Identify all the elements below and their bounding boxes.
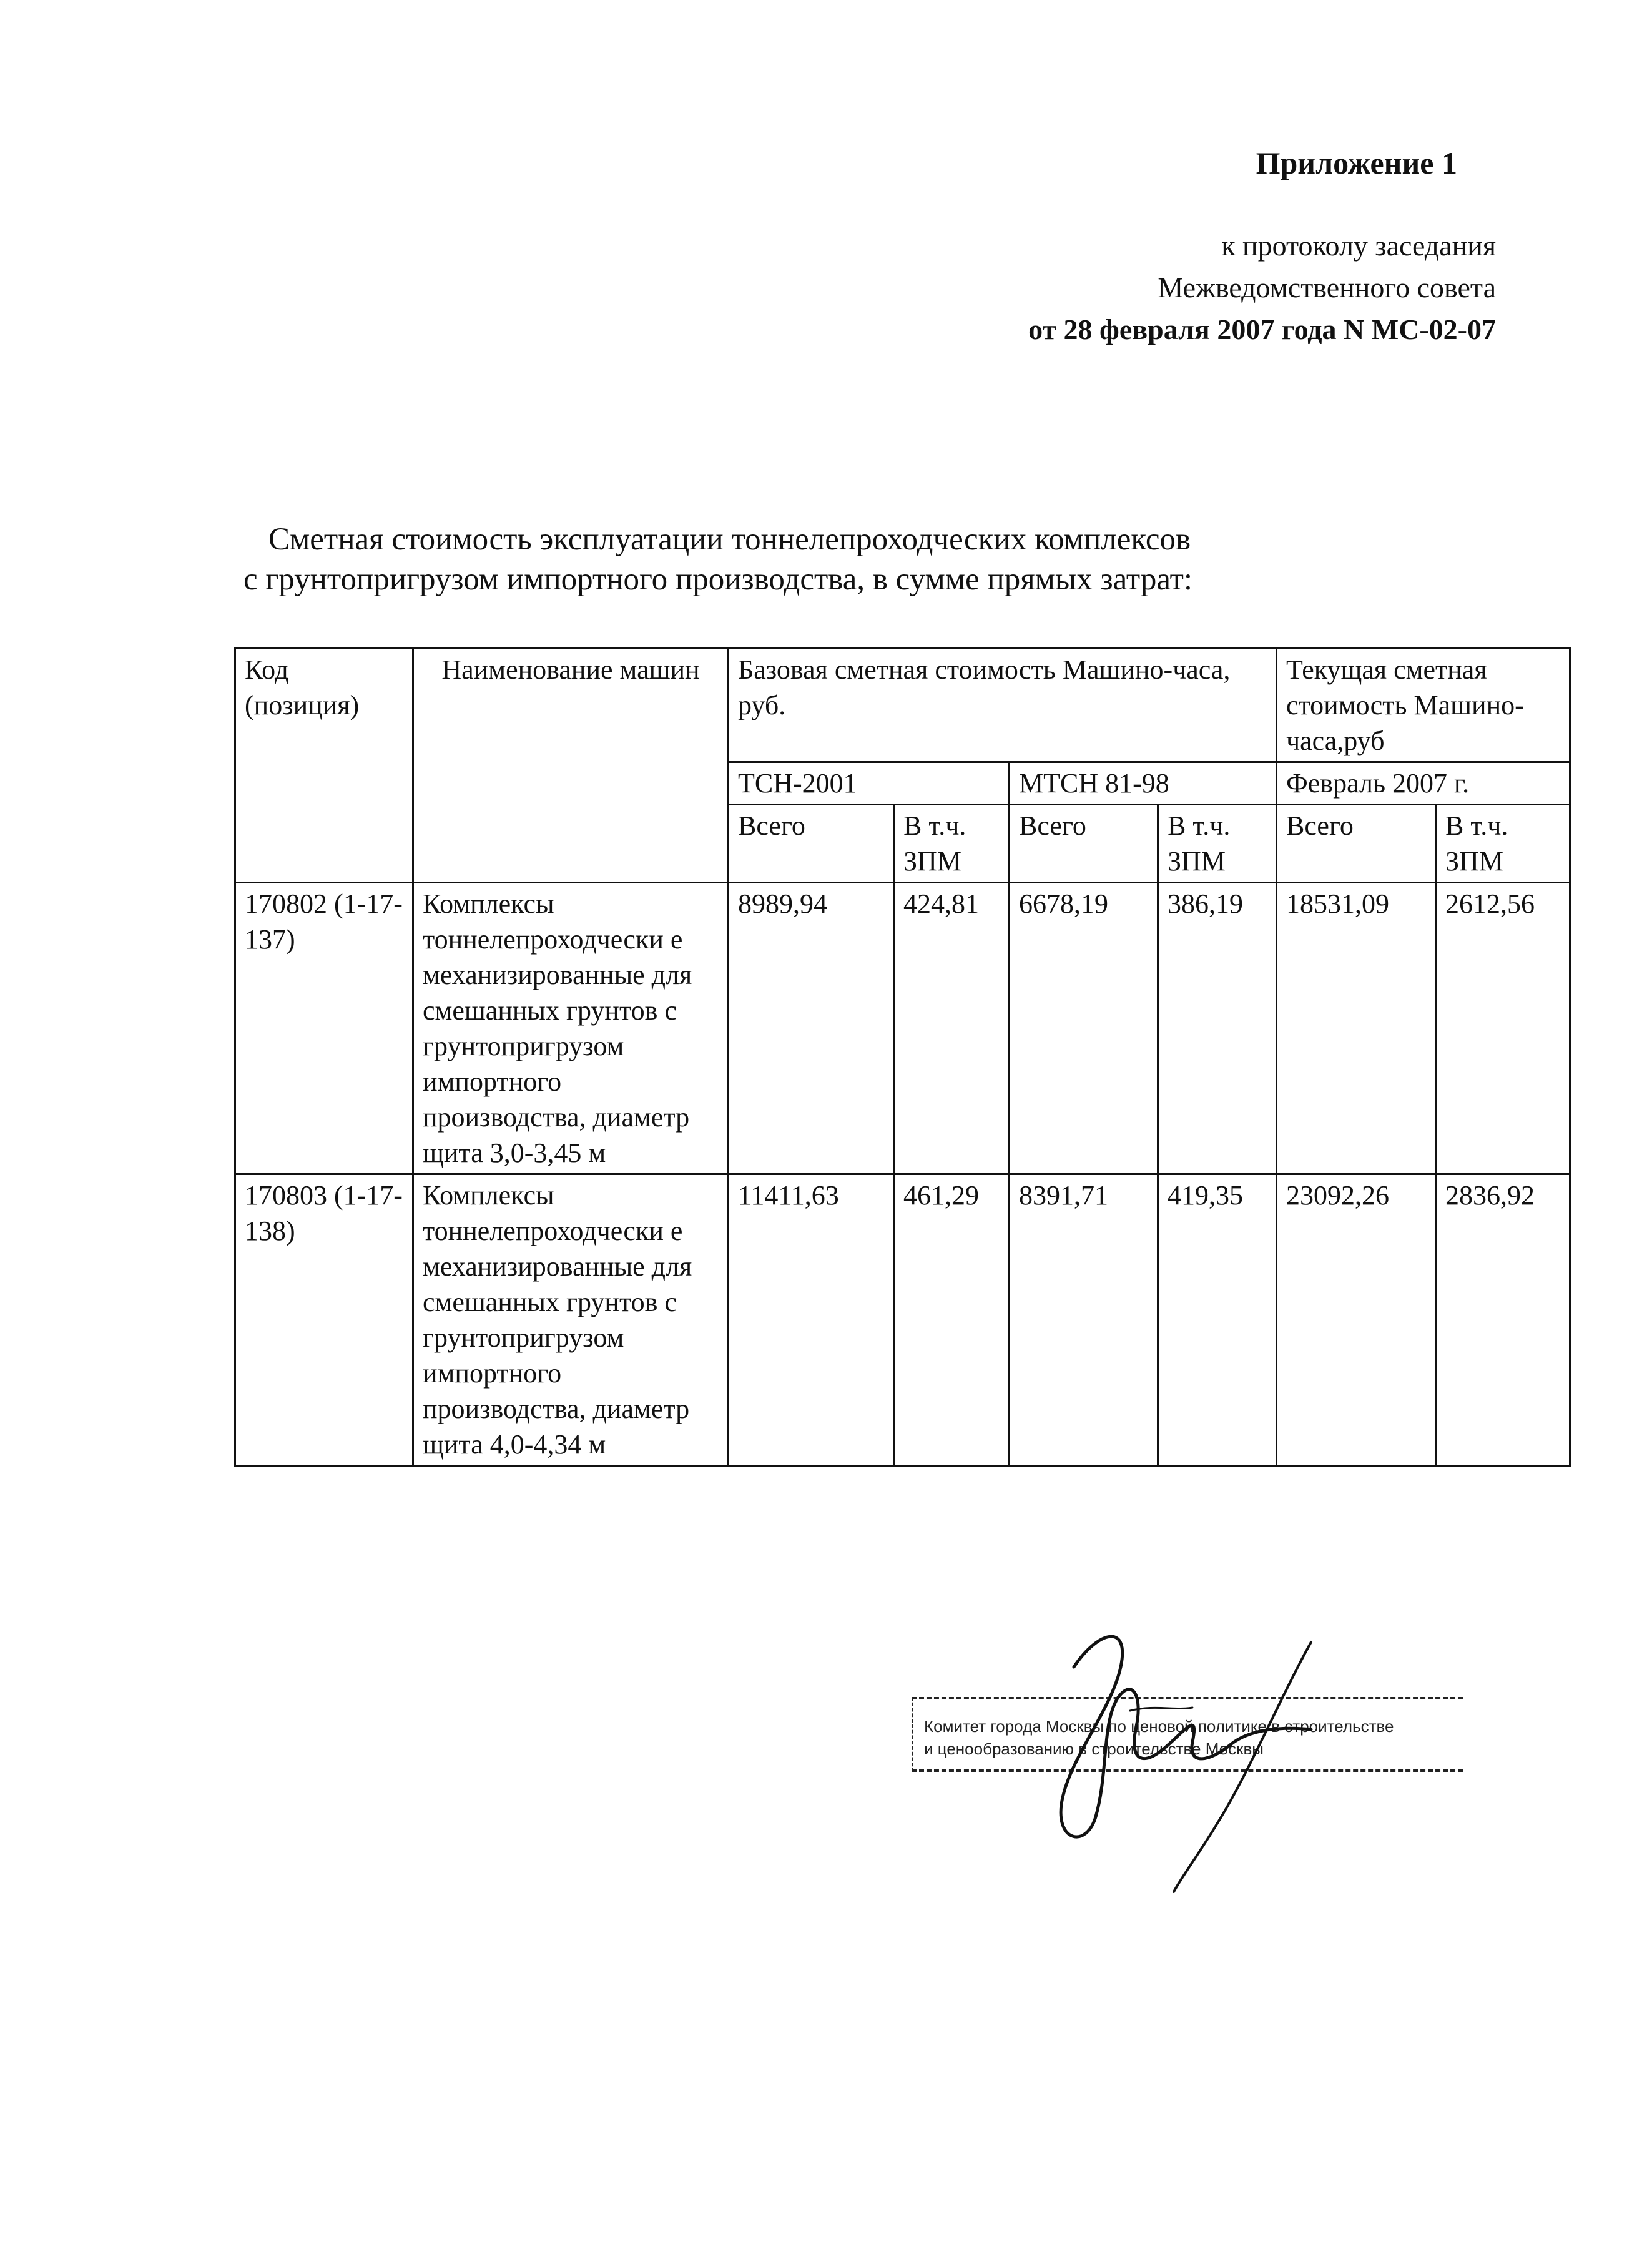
- table-heading: [206, 519, 1392, 599]
- stamp-line-2: и ценообразованию в строительстве Москвы: [924, 1739, 1264, 1758]
- row-feb-zpm: 2612,56: [1436, 883, 1570, 1174]
- protocol-line-2: Межведомственного совета: [1158, 272, 1496, 303]
- row-code: 170803 (1-17-138): [235, 1174, 413, 1466]
- cost-table: [234, 647, 1571, 1467]
- header-tsn-zpm: В т.ч. ЗПМ: [894, 805, 1010, 883]
- heading-line-1: Сметная стоимость эксплуатации тоннелепроходческих комплексов: [268, 522, 1191, 557]
- row-feb-total: 23092,26: [1277, 1174, 1436, 1466]
- appendix-title: Приложение 1: [1256, 145, 1457, 180]
- table-row: [235, 883, 1570, 1174]
- protocol-line-1: к протоколу заседания: [1221, 230, 1496, 262]
- row-tsn-total: 8989,94: [729, 883, 894, 1174]
- row-tsn-total: 11411,63: [729, 1174, 894, 1466]
- cost-table-wrapper: [234, 647, 1571, 1467]
- row-name: Комплексы тоннелепроходчески е механизированные для смешанных грунтов с грунтопригрузом импортного производства, диаметр щита 3,0-3,45 м: [413, 883, 729, 1174]
- handwritten-signature: [986, 1617, 1423, 1904]
- row-feb-zpm: 2836,92: [1436, 1174, 1570, 1466]
- header-tsn-total: Всего: [729, 805, 894, 883]
- table-row: [235, 1174, 1570, 1466]
- stamp-line-1: Комитет города Москвы по ценовой политике в строительстве: [924, 1717, 1394, 1736]
- row-mtsn-total: 6678,19: [1010, 883, 1158, 1174]
- header-feb-total: Всего: [1277, 805, 1436, 883]
- row-mtsn-zpm: 419,35: [1158, 1174, 1277, 1466]
- header-row-1: [235, 649, 1570, 762]
- header-tsn-2001: ТСН-2001: [729, 762, 1010, 805]
- row-name: Комплексы тоннелепроходчески е механизированные для смешанных грунтов с грунтопригрузом импортного производства, диаметр щита 4,0-4,34 м: [413, 1174, 729, 1466]
- protocol-line-3: от 28 февраля 2007 года N МС-02-07: [1028, 313, 1496, 345]
- row-tsn-zpm: 424,81: [894, 883, 1010, 1174]
- header-mtsn-total: Всего: [1010, 805, 1158, 883]
- protocol-reference: [1028, 225, 1496, 350]
- header-base-cost: Базовая сметная стоимость Машино-часа, руб.: [729, 649, 1277, 762]
- row-code: 170802 (1-17-137): [235, 883, 413, 1174]
- heading-line-2: с грунтопригрузом импортного производства, в сумме прямых затрат:: [243, 562, 1193, 597]
- header-current-cost: Текущая сметная стоимость Машино-часа,руб: [1277, 649, 1570, 762]
- header-name: Наименование машин: [413, 649, 729, 883]
- row-mtsn-zpm: 386,19: [1158, 883, 1277, 1174]
- row-mtsn-total: 8391,71: [1010, 1174, 1158, 1466]
- header-code: Код (позиция): [235, 649, 413, 883]
- header-mtsn-81-98: МТСН 81-98: [1010, 762, 1277, 805]
- header-mtsn-zpm: В т.ч. ЗПМ: [1158, 805, 1277, 883]
- row-feb-total: 18531,09: [1277, 883, 1436, 1174]
- row-tsn-zpm: 461,29: [894, 1174, 1010, 1466]
- header-february-2007: Февраль 2007 г.: [1277, 762, 1570, 805]
- header-feb-zpm: В т.ч. ЗПМ: [1436, 805, 1570, 883]
